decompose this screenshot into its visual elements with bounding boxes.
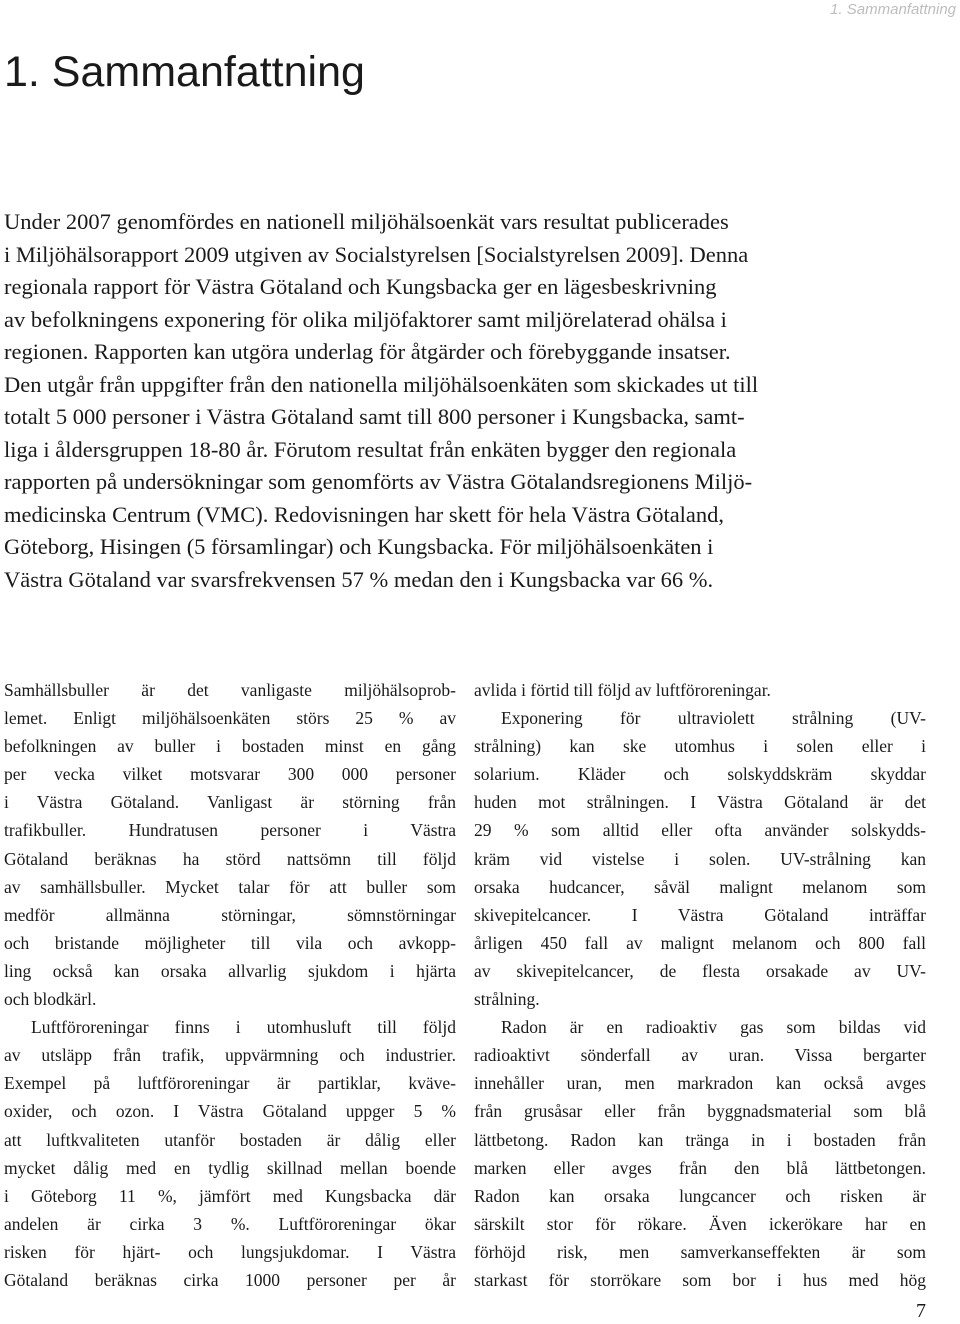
running-header: 1. Sammanfattning xyxy=(830,1,956,18)
text-line: orsaka hudcancer, såväl malignt melanom som xyxy=(474,876,926,897)
summary-line: liga i åldersgruppen 18-80 år. Förutom resultat från enkäten bygger den regionala xyxy=(4,436,737,462)
text-line: 29 % som alltid eller ofta använder solskydds- xyxy=(474,820,926,841)
text-line: marken eller avges från den blå lättbetongen. xyxy=(474,1157,926,1178)
text-line: särskilt stor för rökare. Även ickerökare har en xyxy=(474,1213,926,1234)
text-line: skivepitelcancer. I Västra Götaland inträffar xyxy=(474,904,926,925)
text-line: ling också kan orsaka allvarlig sjukdom i hjärta xyxy=(4,960,456,981)
summary-line: totalt 5 000 personer i Västra Götaland samt till 800 personer i Kungsbacka, samt- xyxy=(4,404,745,429)
summary-line: regionen. Rapporten kan utgöra underlag för åtgärder och förebyggande insatser. xyxy=(4,339,731,364)
summary-line: Göteborg, Hisingen (5 församlingar) och Kungsbacka. För miljöhälsoenkäten i xyxy=(4,534,714,559)
text-line: av skivepitelcancer, de flesta orsakade av UV- xyxy=(474,960,926,981)
summary-line: av befolkningens exponering för olika miljöfaktorer samt miljörelaterad ohälsa i xyxy=(4,306,727,332)
summary-line: Västra Götaland var svarsfrekvensen 57 % medan den i Kungsbacka var 66 %. xyxy=(4,566,714,592)
summary-line: Den utgår från uppgifter från den nationella miljöhälsoenkäten som skickades ut till xyxy=(4,371,759,397)
text-line: mycket dålig med en tydlig skillnad mellan boende xyxy=(4,1157,456,1178)
text-line: Luftföroreningar finns i utomhusluft till följd xyxy=(31,1017,456,1038)
text-line: andelen är cirka 3 %. Luftföroreningar ökar xyxy=(4,1213,456,1234)
text-line: av utsläpp från trafik, uppvärmning och industrier. xyxy=(4,1045,456,1066)
text-line: Exempel på luftföroreningar är partiklar, kväve- xyxy=(4,1073,456,1094)
text-line: Radon är en radioaktiv gas som bildas vid xyxy=(501,1017,926,1038)
text-line: radioaktivt sönderfall av uran. Vissa bergarter xyxy=(474,1045,926,1066)
text-line: befolkningen av buller i bostaden minst en gång xyxy=(4,736,456,757)
paragraph-noise xyxy=(4,676,456,1013)
text-line: och bristande möjligheter till vila och avkopp- xyxy=(4,932,456,953)
text-line: Götaland beräknas cirka 1000 personer per år xyxy=(4,1269,456,1290)
text-line: Radon kan orsaka lungcancer och risken är xyxy=(474,1185,926,1206)
page-title: 1. Sammanfattning xyxy=(4,48,365,96)
text-line: strålning. xyxy=(474,989,540,1010)
right-column xyxy=(474,676,926,1294)
text-line: huden mot strålningen. I Västra Götaland är det xyxy=(474,792,926,813)
summary-line: Under 2007 genomfördes en nationell miljöhälsoenkät vars resultat publicerades xyxy=(4,209,729,234)
text-line: starkast för storrökare som bor i hus med hög xyxy=(474,1269,926,1290)
text-line: från grusåsar eller från byggnadsmaterial som blå xyxy=(474,1101,926,1122)
paragraph-air-pollution xyxy=(4,1013,456,1294)
text-line: av samhällsbuller. Mycket talar för att buller som xyxy=(4,876,456,897)
summary-paragraph xyxy=(4,206,928,596)
text-line: årligen 450 fall av malignt melanom och 800 fall xyxy=(474,932,926,953)
text-line: risken för hjärt- och lungsjukdomar. I Västra xyxy=(4,1241,456,1262)
text-line: att luftkvaliteten utanför bostaden är dålig eller xyxy=(4,1129,456,1150)
text-line: per vecka vilket motsvarar 300 000 personer xyxy=(4,764,456,785)
paragraph-continuation xyxy=(474,676,926,704)
text-line: innehåller uran, men markradon kan också avges xyxy=(474,1073,926,1094)
page-number: 7 xyxy=(916,1300,926,1322)
left-column xyxy=(4,676,456,1294)
summary-line: i Miljöhälsorapport 2009 utgiven av Socialstyrelsen [Socialstyrelsen 2009]. Denna xyxy=(4,241,749,267)
text-line: lättbetong. Radon kan tränga in i bostaden från xyxy=(474,1129,926,1150)
text-line: avlida i förtid till följd av luftföroreningar. xyxy=(474,680,771,700)
summary-line: rapporten på undersökningar som genomförts av Västra Götalandsregionens Miljö- xyxy=(4,469,753,494)
text-line: kräm vid vistelse i solen. UV-strålning kan xyxy=(474,848,926,869)
text-line: trafikbuller. Hundratusen personer i Västra xyxy=(4,820,456,841)
text-line: medför allmänna störningar, sömnstörningar xyxy=(4,904,456,925)
text-line: Samhällsbuller är det vanligaste miljöhälsoprob- xyxy=(4,680,456,700)
paragraph-radon xyxy=(474,1013,926,1294)
text-line: strålning) kan ske utomhus i solen eller i xyxy=(474,736,926,757)
paragraph-uv-radiation xyxy=(474,704,926,1013)
text-line: solarium. Kläder och solskyddskräm skyddar xyxy=(474,764,926,785)
text-line: i Göteborg 11 %, jämfört med Kungsbacka där xyxy=(4,1185,456,1206)
text-line: i Västra Götaland. Vanligast är störning från xyxy=(4,792,456,813)
text-line: och blodkärl. xyxy=(4,989,97,1010)
text-line: Götaland beräknas ha störd nattsömn till följd xyxy=(4,848,456,869)
text-line: Exponering för ultraviolett strålning (UV- xyxy=(501,708,926,729)
summary-line: medicinska Centrum (VMC). Redovisningen har skett för hela Västra Götaland, xyxy=(4,501,725,527)
summary-line: regionala rapport för Västra Götaland och Kungsbacka ger en lägesbeskrivning xyxy=(4,274,717,299)
text-line: oxider, och ozon. I Västra Götaland uppger 5 % xyxy=(4,1101,456,1122)
text-line: förhöjd risk, men samverkanseffekten är som xyxy=(474,1241,926,1262)
text-line: lemet. Enligt miljöhälsoenkäten störs 25 % av xyxy=(4,708,456,729)
